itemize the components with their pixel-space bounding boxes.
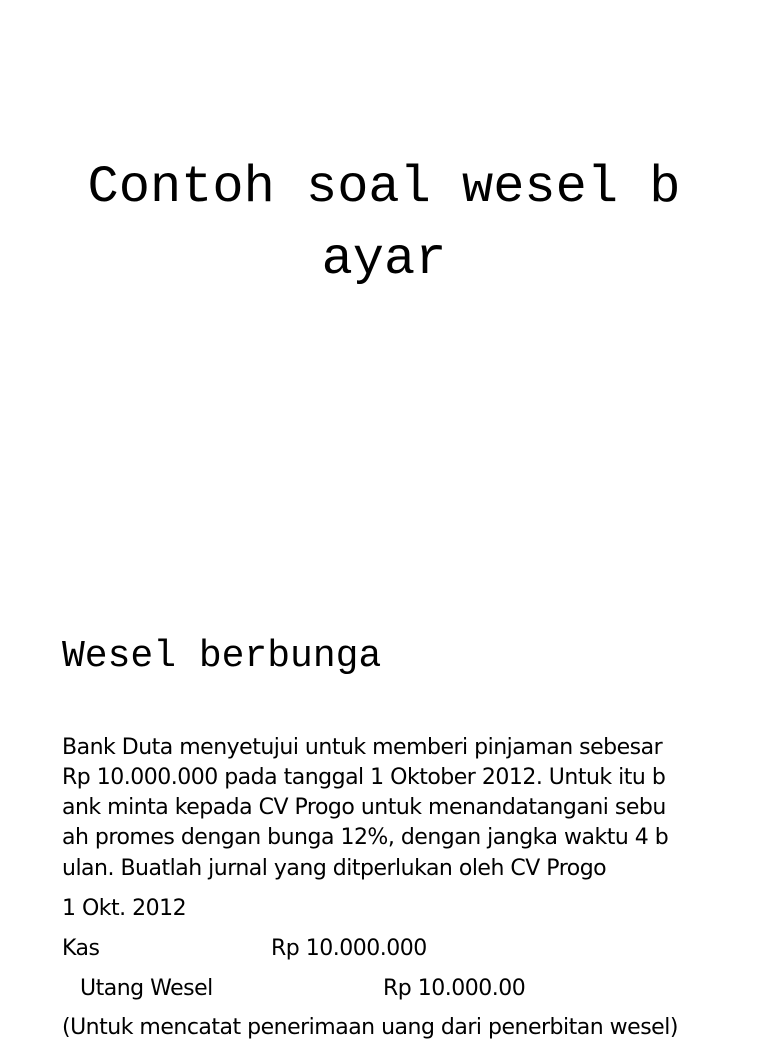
journal-date: 1 Okt. 2012: [62, 896, 187, 921]
title-line-2: ayar: [321, 230, 447, 289]
journal-entry-debit: [0, 938, 768, 968]
journal-amount: Rp 10.000.00: [383, 976, 526, 1001]
journal-note-text: (Untuk mencatat penerimaan uang dari penerbitan wesel): [62, 1015, 678, 1040]
section-heading: Wesel berbunga: [62, 635, 382, 678]
journal-account: Utang Wesel: [80, 976, 213, 1001]
paragraph-line: Rp 10.000.000 pada tanggal 1 Oktober 2012. Untuk itu b: [62, 765, 666, 790]
paragraph-line: ah promes dengan bunga 12%, dengan jangka waktu 4 b: [62, 825, 669, 850]
title-line-1: Contoh soal wesel b: [87, 158, 681, 217]
journal-entry-credit: [0, 978, 768, 1008]
paragraph-line: ulan. Buatlah jurnal yang ditperlukan oleh CV Progo: [62, 856, 607, 881]
paragraph-line: ank minta kepada CV Progo untuk menandatangani sebu: [62, 795, 666, 820]
journal-amount: Rp 10.000.000: [271, 936, 427, 961]
paragraph-line: Bank Duta menyetujui untuk memberi pinjaman sebesar: [62, 735, 663, 760]
journal-account: Kas: [62, 936, 100, 961]
journal-note: [0, 1017, 768, 1047]
